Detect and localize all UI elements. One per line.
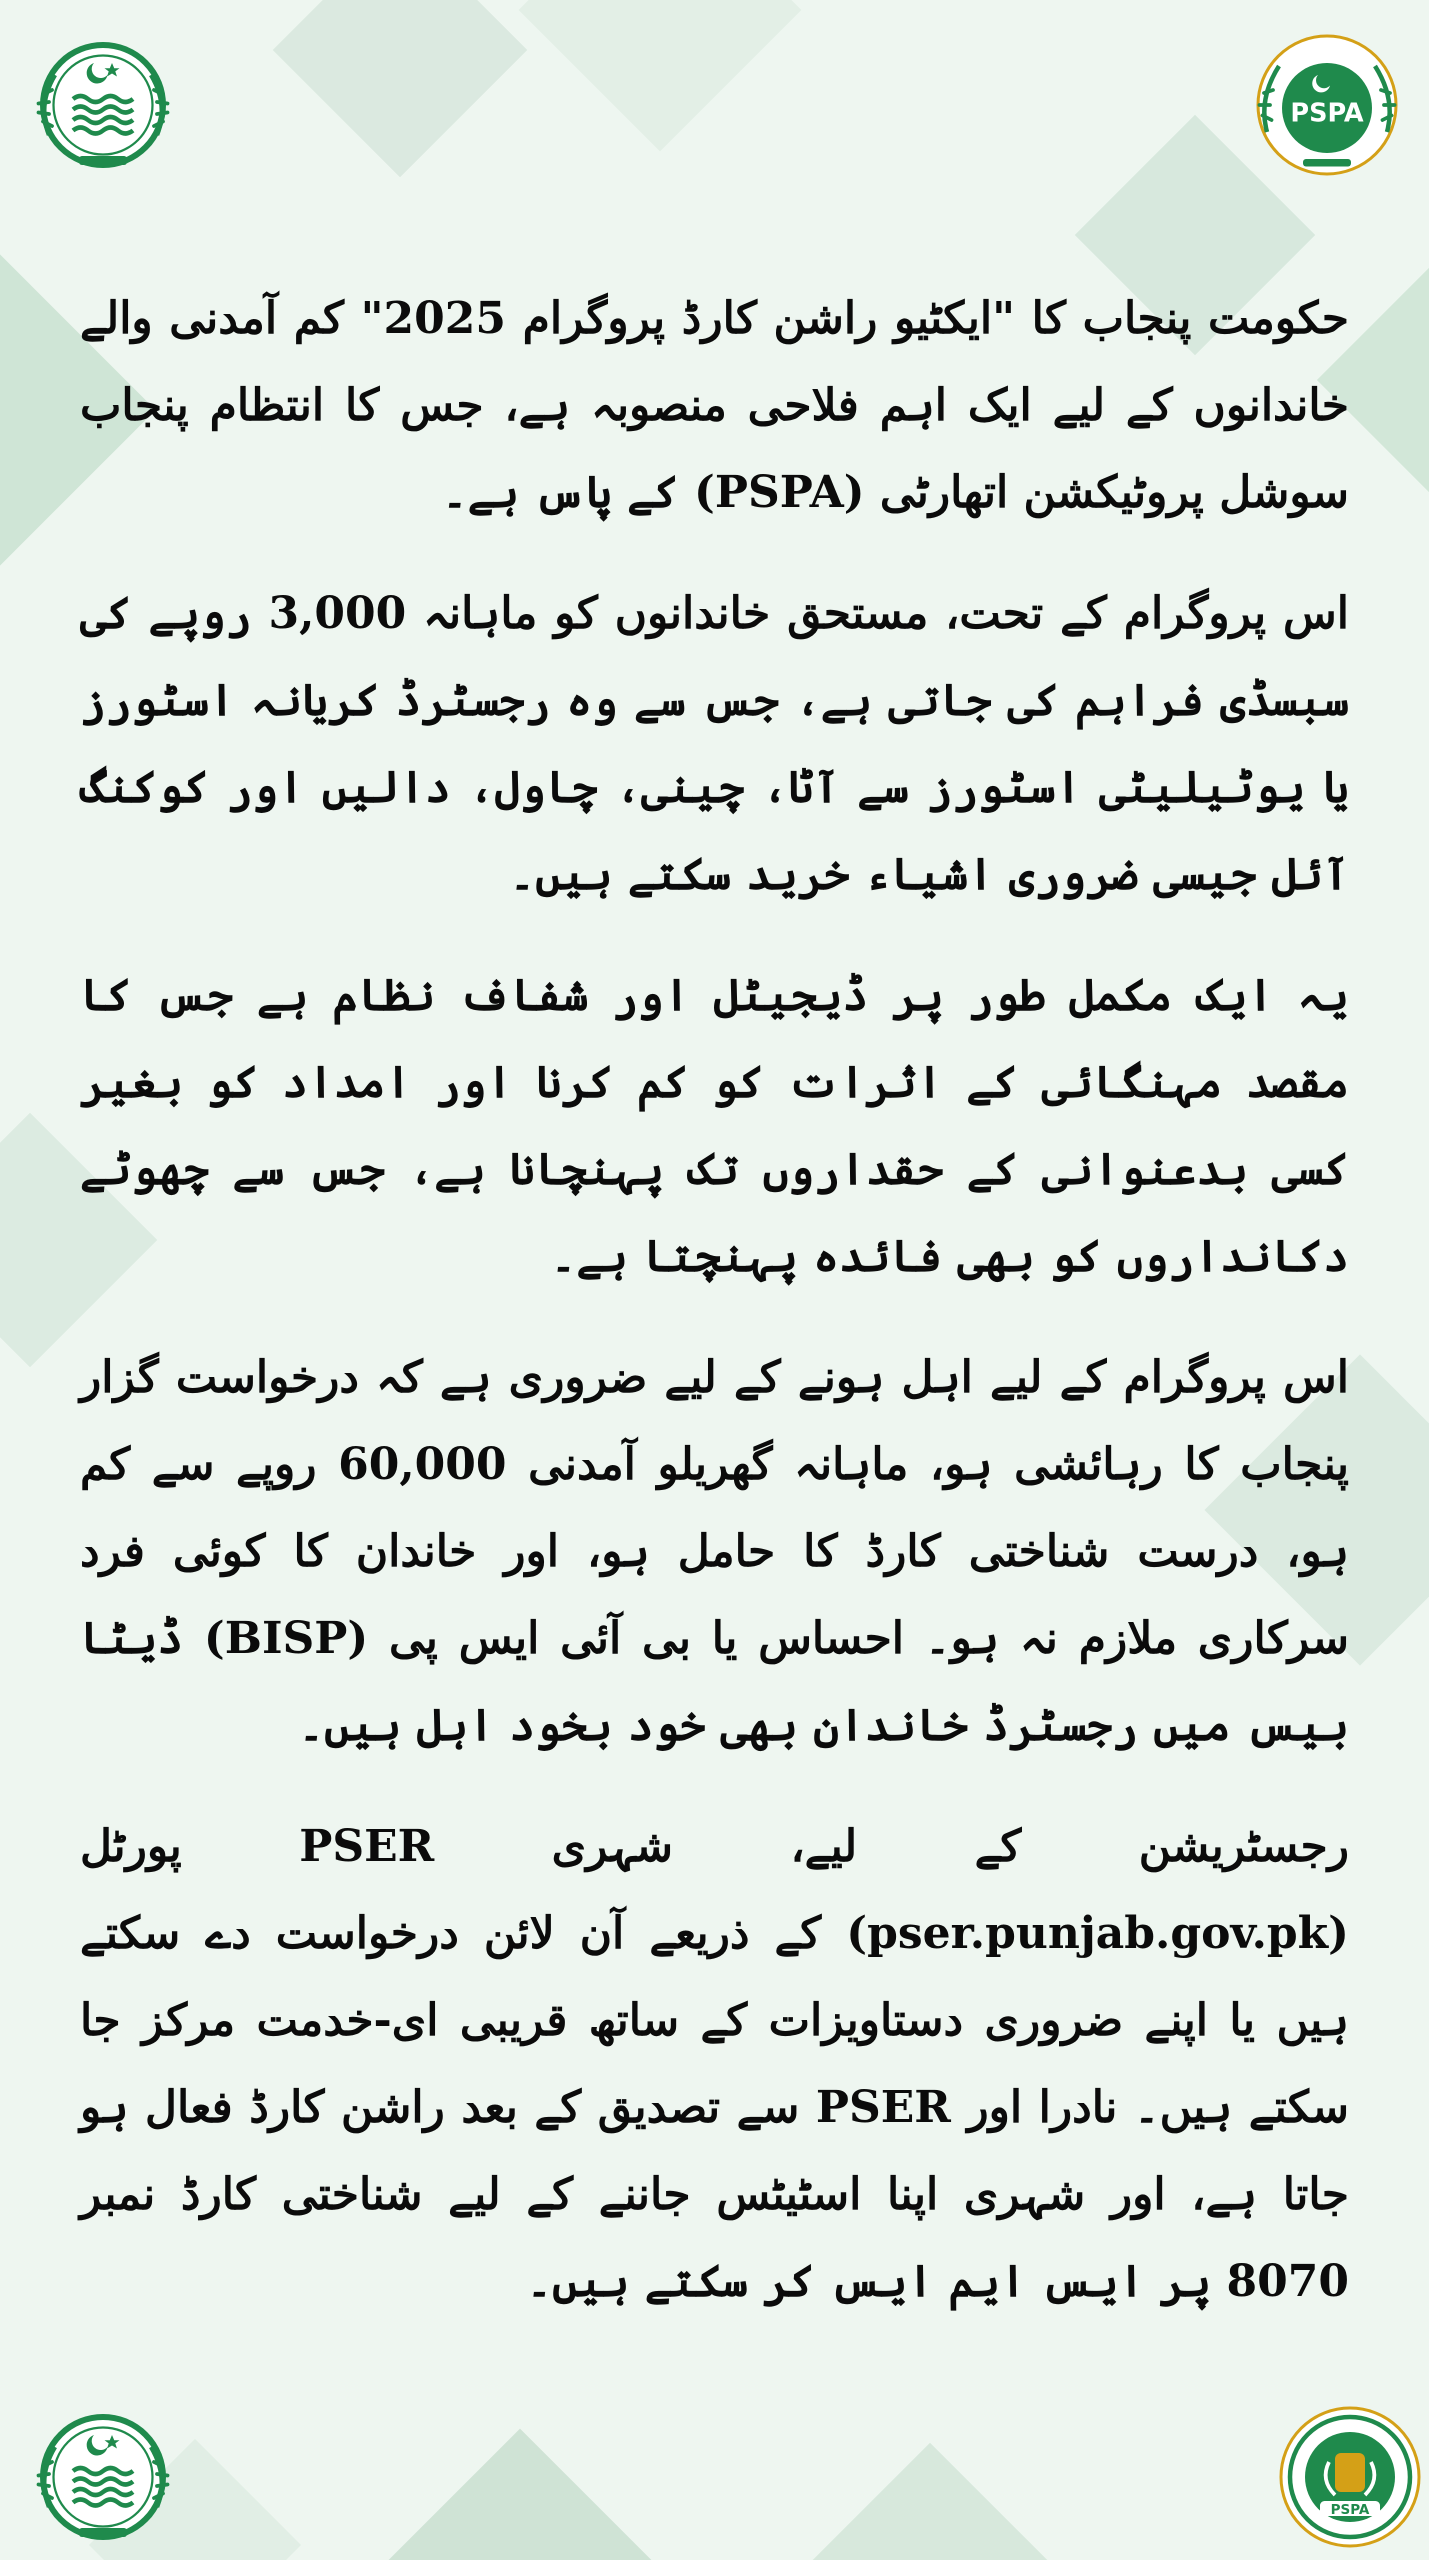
paragraph-program-intro: حکومت پنجاب کا "ایکٹیو راشن کارڈ پروگرام 2025" کم آمدنی والے خاندانوں کے لیے ایک اہم فلاحی منصوبہ ہے، جس کا انتظام پنجاب سوشل پروٹیکشن اتھارٹی (PSPA) کے پاس ہے۔ xyxy=(80,293,1350,518)
pspa-logo-icon xyxy=(1252,30,1402,180)
paragraph-digital-system: یہ ایک مکمل طور پر ڈیجیٹل اور شفاف نظام ہے جس کا مقصد مہنگائی کے اثرات کو کم کرنا اور امداد کو بغیر کسی بدعنوانی کے حقداروں تک پہنچانا ہے، جس سے چھوٹے دکانداروں کو بھی فائدہ پہنچتا ہے۔ xyxy=(80,970,1349,1282)
background-diamond xyxy=(273,0,528,177)
article-body xyxy=(80,275,1349,2325)
paragraph-subsidy-details: اس پروگرام کے تحت، مستحق خاندانوں کو ماہانہ 3,000 روپے کی سبسڈی فراہم کی جاتی ہے، جس سے وہ رجسٹرڈ کریانہ اسٹورز یا یوٹیلیٹی اسٹورز سے آٹا، چینی، چاول، دالیں اور کوکنگ آئل جیسی ضروری اشیاء خرید سکتے ہیں۔ xyxy=(80,588,1349,900)
punjab-government-seal-icon xyxy=(28,2402,178,2552)
pspa-logo-text: PSPA xyxy=(1290,98,1364,129)
background-diamond xyxy=(519,0,802,151)
punjab-government-seal-icon xyxy=(28,30,178,180)
background-diamond xyxy=(803,2443,1058,2560)
background-diamond xyxy=(379,2429,662,2560)
paragraph-eligibility: اس پروگرام کے لیے اہل ہونے کے لیے ضروری ہے کہ درخواست گزار پنجاب کا رہائشی ہو، ماہانہ گھریلو آمدنی 60,000 روپے سے کم ہو، درست شناختی کارڈ کا حامل ہو، اور خاندان کا کوئی فرد سرکاری ملازم نہ ہو۔ احساس یا بی آئی ایس پی (BISP) ڈیٹا بیس میں رجسٹرڈ خاندان بھی خود بخود اہل ہیں۔ xyxy=(80,1352,1350,1751)
paragraph-registration: رجسٹریشن کے لیے، شہری PSER پورٹل (pser.punjab.gov.pk) کے ذریعے آن لائن درخواست دے سکتے ہیں یا اپنے ضروری دستاویزات کے ساتھ قریبی ای-خدمت مرکز جا سکتے ہیں۔ نادرا اور PSER سے تصدیق کے بعد راشن کارڈ فعال ہو جاتا ہے، اور شہری اپنا اسٹیٹس جاننے کے لیے شناختی کارڈ نمبر 8070 پر ایس ایم ایس کر سکتے ہیں۔ xyxy=(80,1821,1350,2307)
pspa-emblem-icon xyxy=(1275,2402,1425,2552)
pspa-emblem-text: PSPA xyxy=(1330,2501,1370,2518)
